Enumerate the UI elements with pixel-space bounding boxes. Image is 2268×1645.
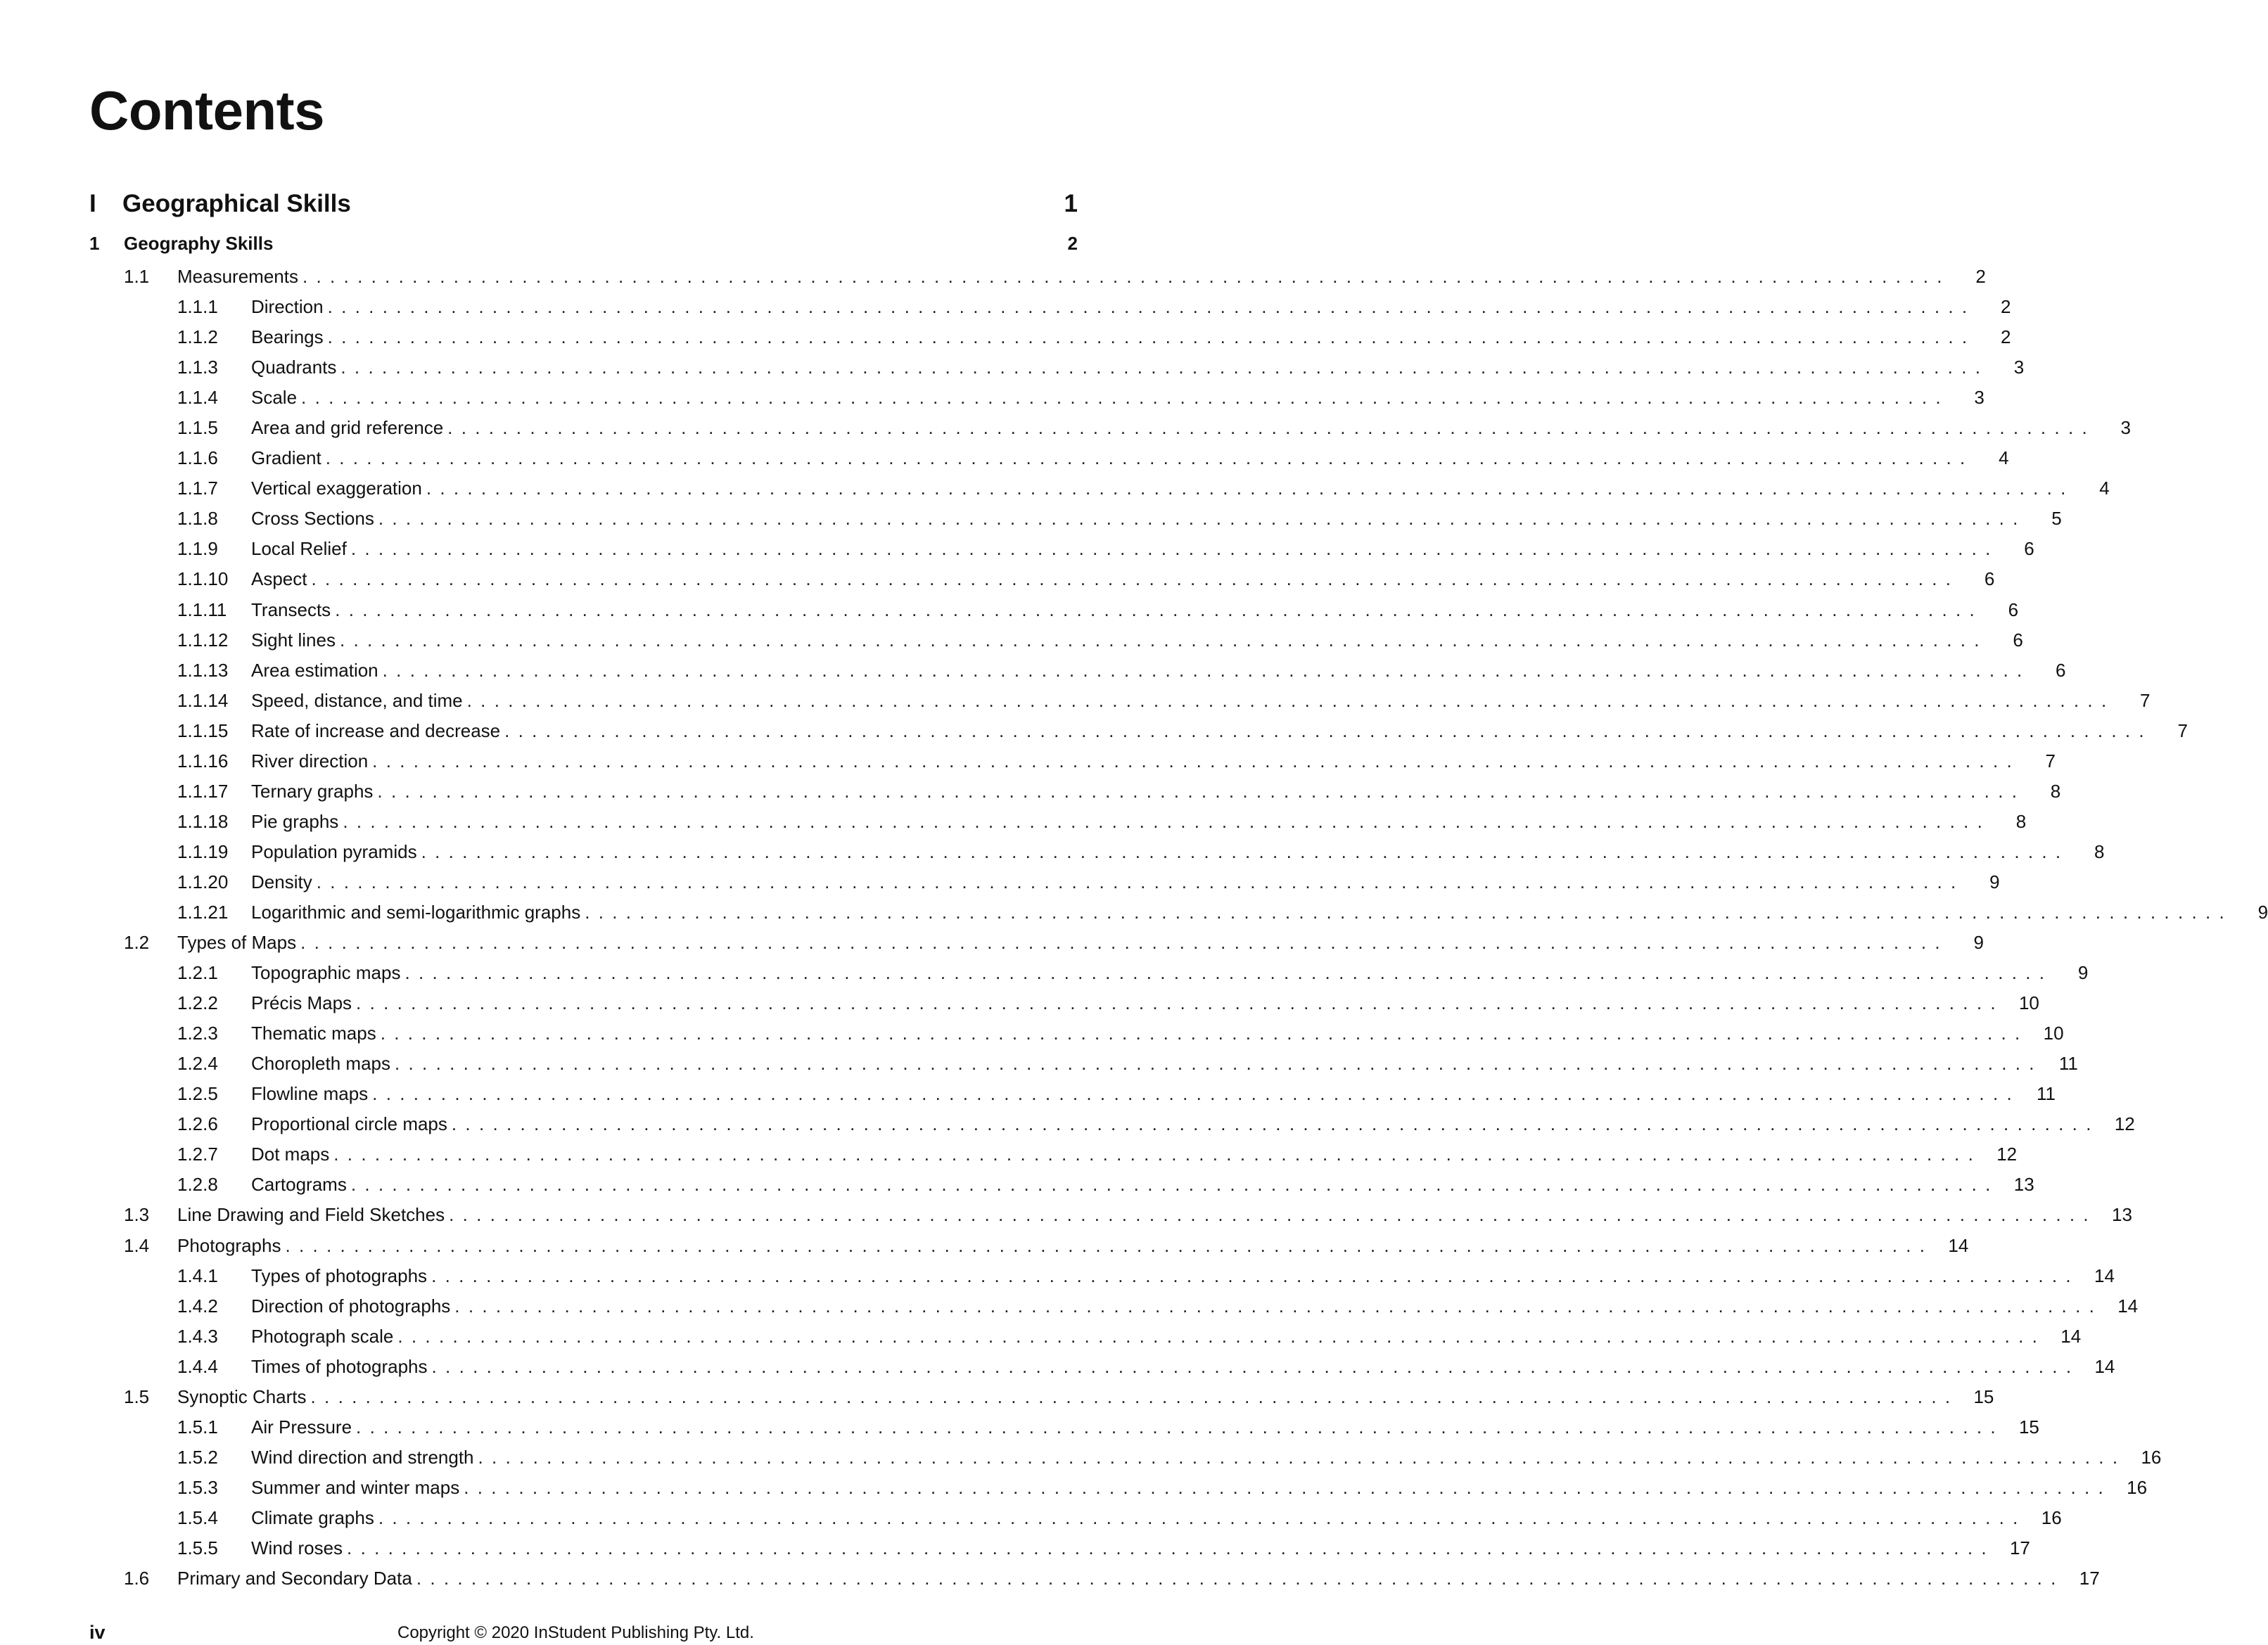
entry-page-number: 11 [2037,1083,2056,1105]
toc-subsection-entry[interactable] [0,1442,2162,1473]
dot-leader: ........................................................................................................................ [377,780,2026,802]
entry-page-number: 14 [2094,1355,2115,1377]
entry-page-number: 6 [2008,599,2019,620]
entry-line [251,1533,2030,1563]
entry-page-number: 13 [2013,1174,2034,1196]
entry-page-number: 11 [2058,1053,2078,1075]
entry-line [251,443,2009,473]
dot-leader: ........................................................................................................................ [378,508,2027,530]
toc-section-entry[interactable] [0,1200,2132,1230]
entry-title: Sight lines [251,629,336,651]
entry-number: 1.1.19 [177,840,229,862]
entry-title: Scale [251,387,298,409]
toc-section-entry[interactable] [0,1563,2100,1594]
toc-subsection-entry[interactable] [0,443,2009,473]
entry-number: 1.5.4 [177,1506,218,1528]
entry-page-number: 8 [2050,780,2061,802]
toc-subsection-entry[interactable] [0,988,2039,1018]
entry-line [251,595,2019,625]
entry-title: Photographs [177,1234,281,1256]
dot-leader: ........................................................................................................................ [325,447,1974,469]
toc-subsection-entry[interactable] [0,1503,2062,1533]
entry-page-number: 10 [2043,1023,2064,1044]
dot-leader: ........................................................................................................................ [335,599,1984,620]
entry-line [251,564,1995,594]
dot-leader: ........................................................................................................................ [378,1506,2027,1528]
toc-subsection-entry[interactable] [0,776,2061,807]
entry-title: Gradient [251,447,321,469]
dot-leader: ........................................................................................................................ [339,629,1988,651]
dot-leader: ........................................................................................................................ [397,1325,2046,1347]
dot-leader: ........................................................................................................................ [464,1476,2113,1498]
entry-number: 1.6 [124,1568,150,1589]
entry-page-number: 4 [1999,447,2009,469]
entry-line [251,1170,2034,1200]
entry-line [251,473,2110,504]
entry-title: Wind direction and strength [251,1446,474,1468]
entry-title: Aspect [251,568,307,590]
toc-subsection-entry[interactable] [0,897,2268,928]
entry-page-number: 6 [2013,629,2023,651]
dot-leader: ........................................................................................................................ [585,901,2234,923]
dot-leader: ........................................................................................................................ [356,1416,2004,1438]
entry-title: Types of photographs [251,1265,428,1286]
entry-page-number: 4 [2099,478,2110,499]
chapter-page-number: 2 [1067,233,1078,254]
entry-title: Local Relief [251,538,347,560]
entry-line [251,716,2188,746]
entry-page-number: 8 [2094,840,2105,862]
toc-chapter-entry[interactable] [89,233,1078,257]
toc-subsection-entry[interactable] [0,1473,2148,1503]
toc-subsection-entry[interactable] [0,534,2034,564]
toc-subsection-entry[interactable] [0,1352,2115,1382]
toc-subsection-entry[interactable] [0,958,2089,988]
entry-number: 1.1 [124,266,150,287]
entry-line [251,1261,2115,1291]
entry-title: Primary and Secondary Data [177,1568,412,1589]
entry-line [251,352,2025,383]
entry-page-number: 3 [2120,417,2132,439]
entry-line [251,746,2056,776]
dot-leader: ........................................................................................................................ [449,1204,2097,1226]
entry-page-number: 6 [1984,568,1995,590]
toc-section-entry[interactable] [0,262,1986,292]
entry-title: Wind roses [251,1537,343,1558]
entry-line [251,988,2039,1018]
entry-title: Choropleth maps [251,1053,390,1075]
toc-section-entry[interactable] [0,1382,1994,1412]
entry-line [251,1412,2039,1442]
dot-leader: ........................................................................................................................ [447,417,2096,439]
entry-number: 1.4.1 [177,1265,218,1286]
entry-number: 1.1.11 [177,599,227,620]
entry-page-number: 16 [2041,1506,2062,1528]
entry-number: 1.1.1 [177,296,218,318]
toc-subsection-entry[interactable] [0,686,2151,716]
entry-number: 1.2.2 [177,992,218,1014]
dot-leader: ........................................................................................................................ [431,1265,2079,1286]
dot-leader: ........................................................................................................................ [380,1023,2029,1044]
entry-title: Cross Sections [251,508,374,530]
entry-line [251,807,2027,837]
entry-line [251,837,2105,867]
entry-title: Topographic maps [251,962,401,984]
entry-title: Types of Maps [177,932,297,954]
entry-line [251,322,2011,352]
entry-title: Ternary graphs [251,780,374,802]
toc-subsection-entry[interactable] [0,867,2000,897]
toc-subsection-entry[interactable] [0,352,2025,383]
toc-subsection-entry[interactable] [0,1291,2139,1321]
entry-number: 1.1.10 [177,568,229,590]
part-title: Geographical Skills [122,190,351,217]
entry-number: 1.1.14 [177,689,229,711]
toc-section-entry[interactable] [0,928,1984,958]
part-page-number: 1 [1064,190,1078,217]
entry-line [251,1291,2139,1321]
dot-leader: ........................................................................................................................ [311,568,1960,590]
entry-title: Population pyramids [251,840,417,862]
toc-section-entry[interactable] [0,1231,1969,1261]
dot-leader: ........................................................................................................................ [350,538,1999,560]
dot-leader: ........................................................................................................................ [421,840,2070,862]
toc-subsection-entry[interactable] [0,1079,2056,1109]
entry-page-number: 3 [1974,387,1984,409]
toc-subsection-entry[interactable] [0,292,2011,322]
entry-page-number: 5 [2051,508,2062,530]
dot-leader: ........................................................................................................................ [350,1174,1999,1196]
entry-page-number: 14 [2117,1295,2139,1317]
entry-title: Direction [251,296,324,318]
page-title: Contents [89,79,324,141]
dot-leader: ........................................................................................................................ [372,750,2021,772]
entry-number: 1.2.1 [177,962,218,984]
dot-leader: ........................................................................................................................ [333,1144,1982,1165]
entry-title: Quadrants [251,357,337,378]
entry-number: 1.1.17 [177,780,229,802]
toc-subsection-entry[interactable] [0,625,2023,655]
dot-leader: ........................................................................................................................ [356,992,2004,1014]
entry-title: Pie graphs [251,810,339,832]
footer-copyright: Copyright © 2020 InStudent Publishing Pty. Ltd. [397,1623,754,1642]
entry-line [177,1231,1969,1261]
dot-leader: ........................................................................................................................ [478,1446,2127,1468]
entry-number: 1.1.20 [177,871,229,892]
entry-number: 1.2.5 [177,1083,218,1105]
toc-subsection-entry[interactable] [0,746,2056,776]
entry-line [251,958,2089,988]
dot-leader: ........................................................................................................................ [300,932,1949,954]
dot-leader: ........................................................................................................................ [454,1295,2103,1317]
entry-line [251,867,2000,897]
entry-number: 1.1.21 [177,901,229,923]
toc-subsection-entry[interactable] [0,1109,2135,1139]
entry-line [251,504,2062,534]
entry-title: Area estimation [251,659,378,681]
entry-line [251,1049,2078,1079]
entry-title: Line Drawing and Field Sketches [177,1204,445,1226]
entry-page-number: 2 [2000,296,2011,318]
toc-entry-list [0,262,2268,1594]
entry-page-number: 7 [2177,719,2188,741]
dot-leader: ........................................................................................................................ [395,1053,2043,1075]
entry-number: 1.3 [124,1204,150,1226]
entry-line [177,1200,2132,1230]
entry-number: 1.5.3 [177,1476,218,1498]
dot-leader: ........................................................................................................................ [302,266,1951,287]
entry-line [251,1442,2162,1473]
entry-page-number: 15 [2018,1416,2039,1438]
entry-page-number: 17 [2009,1537,2030,1558]
entry-page-number: 8 [2015,810,2027,832]
part-number: I [89,190,96,217]
entry-title: Measurements [177,266,298,287]
entry-line [177,262,1986,292]
dot-leader: ........................................................................................................................ [347,1537,1995,1558]
entry-line [251,1139,2018,1170]
entry-line [251,383,1984,413]
entry-page-number: 3 [2013,357,2025,378]
toc-subsection-entry[interactable] [0,473,2110,504]
entry-number: 1.1.2 [177,326,218,348]
toc-subsection-entry[interactable] [0,837,2105,867]
entry-title: Speed, distance, and time [251,689,463,711]
entry-title: Bearings [251,326,324,348]
dot-leader: ........................................................................................................................ [504,719,2153,741]
entry-page-number: 12 [2114,1113,2135,1135]
entry-number: 1.4.2 [177,1295,218,1317]
entry-title: Cartograms [251,1174,347,1196]
entry-number: 1.1.15 [177,719,229,741]
entry-number: 1.1.7 [177,478,218,499]
entry-page-number: 13 [2112,1204,2132,1226]
toc-subsection-entry[interactable] [0,716,2188,746]
entry-page-number: 2 [2001,326,2011,348]
entry-page-number: 14 [2094,1265,2115,1286]
toc-subsection-entry[interactable] [0,1321,2082,1352]
dot-leader: ........................................................................................................................ [327,296,1976,318]
toc-subsection-entry[interactable] [0,1261,2115,1291]
entry-number: 1.1.9 [177,538,218,560]
entry-line [177,1563,2100,1594]
entry-title: Air Pressure [251,1416,352,1438]
entry-number: 1.1.12 [177,629,229,651]
dot-leader: ........................................................................................................................ [343,810,1992,832]
entry-number: 1.5.1 [177,1416,218,1438]
entry-number: 1.1.18 [177,810,229,832]
toc-subsection-entry[interactable] [0,595,2019,625]
entry-line [251,1473,2148,1503]
entry-number: 1.1.6 [177,447,218,469]
entry-number: 1.2.8 [177,1174,218,1196]
entry-number: 1.1.16 [177,750,229,772]
dot-leader: ........................................................................................................................ [301,387,1949,409]
entry-page-number: 7 [2045,750,2056,772]
toc-subsection-entry[interactable] [0,504,2062,534]
chapter-title: Geography Skills [124,233,274,254]
entry-number: 1.2.3 [177,1023,218,1044]
dot-leader: ........................................................................................................................ [316,871,1965,892]
entry-title: Dot maps [251,1144,330,1165]
entry-title: Climate graphs [251,1506,374,1528]
entry-title: Précis Maps [251,992,352,1014]
entry-page-number: 12 [1996,1144,2018,1165]
entry-title: Synoptic Charts [177,1385,307,1407]
entry-line [177,928,1984,958]
entry-number: 1.1.13 [177,659,229,681]
entry-line [251,625,2023,655]
entry-number: 1.1.5 [177,417,218,439]
toc-subsection-entry[interactable] [0,564,1995,594]
entry-line [251,1109,2135,1139]
entry-line [251,897,2268,928]
entry-title: Density [251,871,312,892]
entry-page-number: 16 [2141,1446,2162,1468]
entry-title: Proportional circle maps [251,1113,447,1135]
dot-leader: ........................................................................................................................ [451,1113,2100,1135]
toc-subsection-entry[interactable] [0,1049,2078,1079]
entry-line [251,1079,2056,1109]
entry-page-number: 2 [1975,266,1986,287]
entry-line [251,292,2011,322]
entry-line [251,655,2066,686]
entry-number: 1.1.8 [177,508,218,530]
dot-leader: ........................................................................................................................ [404,962,2053,984]
entry-page-number: 6 [2024,538,2034,560]
entry-title: River direction [251,750,369,772]
entry-number: 1.2.4 [177,1053,218,1075]
entry-number: 1.4.3 [177,1325,218,1347]
entry-title: Times of photographs [251,1355,428,1377]
entry-line [251,1018,2064,1049]
toc-subsection-entry[interactable] [0,1412,2039,1442]
dot-leader: ........................................................................................................................ [327,326,1976,348]
entry-number: 1.5 [124,1385,150,1407]
entry-line [251,686,2151,716]
entry-page-number: 6 [2056,659,2066,681]
entry-title: Vertical exaggeration [251,478,422,499]
entry-line [251,534,2034,564]
dot-leader: ........................................................................................................................ [382,659,2031,681]
entry-number: 1.5.5 [177,1537,218,1558]
entry-number: 1.2 [124,932,150,954]
entry-number: 1.1.3 [177,357,218,378]
entry-title: Direction of photographs [251,1295,451,1317]
entry-number: 1.4 [124,1234,150,1256]
chapter-number: 1 [89,233,100,254]
entry-title: Thematic maps [251,1023,376,1044]
entry-title: Logarithmic and semi-logarithmic graphs [251,901,581,923]
entry-page-number: 16 [2127,1476,2148,1498]
entry-page-number: 7 [2140,689,2151,711]
dot-leader: ........................................................................................................................ [340,357,1989,378]
entry-title: Rate of increase and decrease [251,719,501,741]
footer-page-number: iv [89,1622,106,1643]
entry-number: 1.1.4 [177,387,218,409]
entry-page-number: 10 [2018,992,2039,1014]
entry-page-number: 14 [2060,1325,2082,1347]
entry-title: Photograph scale [251,1325,394,1347]
entry-page-number: 9 [2257,901,2268,923]
toc-subsection-entry[interactable] [0,413,2132,443]
toc-subsection-entry[interactable] [0,1170,2034,1200]
entry-number: 1.5.2 [177,1446,218,1468]
toc-subsection-entry[interactable] [0,322,2011,352]
entry-page-number: 14 [1948,1234,1969,1256]
dot-leader: ........................................................................................................................ [426,478,2075,499]
toc-subsection-entry[interactable] [0,655,2066,686]
entry-line [251,413,2132,443]
entry-page-number: 9 [2077,962,2089,984]
entry-number: 1.2.7 [177,1144,218,1165]
toc-subsection-entry[interactable] [0,807,2027,837]
dot-leader: ........................................................................................................................ [310,1385,1959,1407]
entry-line [251,1352,2115,1382]
dot-leader: ........................................................................................................................ [285,1234,1934,1256]
entry-page-number: 9 [1973,932,1984,954]
entry-page-number: 9 [1989,871,2000,892]
entry-number: 1.2.6 [177,1113,218,1135]
entry-title: Flowline maps [251,1083,369,1105]
entry-line [251,776,2061,807]
dot-leader: ........................................................................................................................ [431,1355,2080,1377]
dot-leader: ........................................................................................................................ [372,1083,2021,1105]
toc-subsection-entry[interactable] [0,383,1984,413]
toc-subsection-entry[interactable] [0,1139,2018,1170]
entry-line [251,1321,2082,1352]
entry-title: Area and grid reference [251,417,444,439]
entry-number: 1.4.4 [177,1355,218,1377]
toc-subsection-entry[interactable] [0,1018,2064,1049]
entry-title: Transects [251,599,331,620]
toc-part-entry[interactable] [89,190,1078,225]
entry-page-number: 17 [2079,1568,2100,1589]
toc-subsection-entry[interactable] [0,1533,2030,1563]
entry-page-number: 15 [1973,1385,1994,1407]
entry-title: Summer and winter maps [251,1476,460,1498]
entry-line [177,1382,1994,1412]
dot-leader: ........................................................................................................................ [416,1568,2065,1589]
dot-leader: ........................................................................................................................ [466,689,2115,711]
entry-line [251,1503,2062,1533]
